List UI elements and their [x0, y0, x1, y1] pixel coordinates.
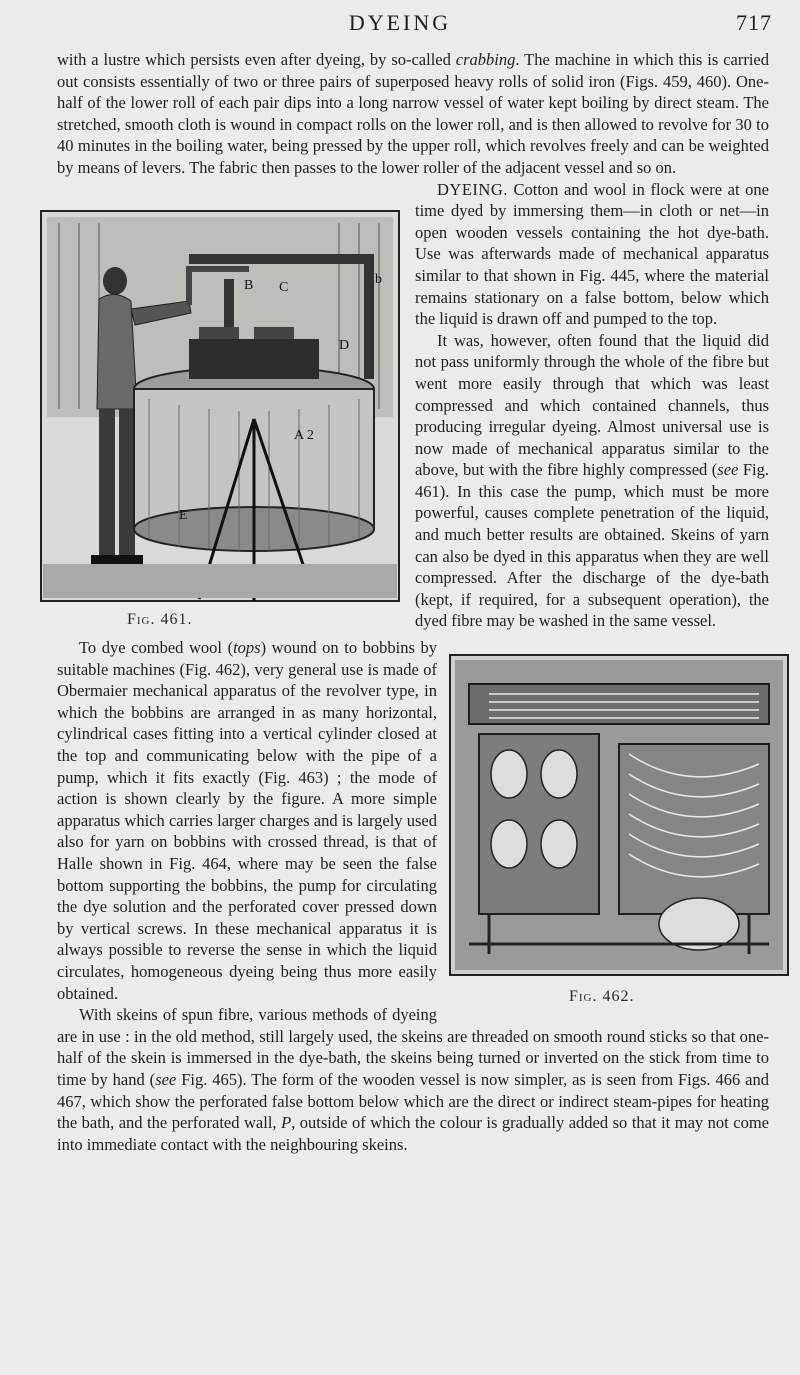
label-a2: A 2: [294, 427, 314, 443]
paragraph-crabbing: [57, 49, 769, 179]
running-title: DYEING: [348, 10, 452, 35]
label-b: b: [375, 271, 382, 287]
text-run: with a lustre which persists even after dyeing, by so-called: [57, 50, 456, 69]
label-e: E: [179, 507, 188, 523]
page-number: 717: [736, 10, 772, 35]
label-b-upper: B: [244, 277, 254, 293]
figure-461: [39, 209, 401, 637]
text-run: To dye combed wool (: [79, 638, 234, 658]
emphasis-p: P: [281, 1113, 292, 1133]
label-c: C: [279, 279, 289, 295]
text-run: Cotton and wool in flock were at one time dyed by immersing them—in cloth or net—in open wooden vessels containing the hot dye-bath. Use was afterwards made of mechanical apparatus similar to that shown in Fig. 445, where the material remains stationary on a false bottom, below which the liquid is drawn off and pumped to the top.: [415, 179, 769, 329]
fig-461-caption: Fig. 461.: [127, 610, 193, 628]
fig-462-illustration: [449, 654, 789, 976]
paragraph-skeins: [57, 1004, 769, 1155]
section-heading: DYEING.: [437, 179, 508, 199]
text-run: , outside of which the colour is gradually added so that it may not come into immediate contact with the neighbouring skeins.: [57, 1113, 769, 1154]
emphasis-see: see: [717, 460, 739, 480]
figure-462: [449, 654, 789, 1014]
label-d: D: [339, 337, 350, 353]
body-text: [57, 49, 769, 1155]
fig-461-illustration: [39, 209, 401, 604]
text-run: It was, however, often found that the liquid did not pass uniformly through the whole of the fibre but went more easily through that which was least compressed and which contained channels, thus producing irregular dyeing. Almost universal use is now made of mechanical apparatus similar to the above, but with the fibre highly compressed (: [415, 330, 769, 480]
text-run: Fig. 465). The form of the wooden vessel is now simpler, as is seen from Figs. 466 and 467, which show the perforated false bottom below which are the direct or indirect steam-pipes for heating the bath, and the perforated wall,: [57, 1069, 769, 1133]
text-run: . The machine in which this is carried out consists essentially of two or three pairs of superposed heavy rolls of solid iron (Figs. 459, 460). One-half of the lower roll of each pair dips into a long narrow vessel of water kept boiling by direct steam. The stretched, smooth cloth is wound in compact rolls on the lower roll, and is then allowed to revolve for 30 to 40 minutes in the boiling water, being pressed by the upper roll, which revolves freely and can be weighted by means of levers. The fabric then passes to the lower roller of the adjacent vessel and so on.: [57, 50, 769, 177]
emphasis-term: crabbing: [455, 50, 516, 69]
running-header: [0, 10, 800, 50]
emphasis-tops: tops: [233, 638, 261, 658]
emphasis-see: see: [155, 1069, 177, 1089]
text-run: With skeins of spun fibre, various methods of dyeing are in use : in the old method, still largely used, the skeins are threaded on smooth round sticks so that one-half of the skein is immersed in the dye-bath, the skeins being turned or inverted on the stick from time to time by hand (: [57, 1005, 769, 1089]
text-run: Fig. 461). In this case the pump, which must be more powerful, causes complete penetration of the liquid, and much better results are obtained. Skeins of yarn can also be dyed in this apparatus when they are well compressed. After the discharge of the dye-bath (kept, if required, for a subsequent operation), the dyed fibre may be washed in the same vessel.: [415, 460, 769, 631]
fig-462-caption: Fig. 462.: [569, 988, 635, 1006]
text-run: ) wound on to bobbins by suitable machines (Fig. 462), very general use is made of Obermaier mechanical apparatus of the revolver type, in which the bobbins are arranged in as many horizontal, cylindrical cases fitting into a vertical cylinder closed at the top and communicating below with the pipe of a pump, which it fits exactly (Fig. 463) ; the mode of action is shown clearly by the figure. A more simple apparatus which carries larger charges and is largely used also for yarn on bobbins with crossed thread, is that of Halle shown in Fig. 464, where may be seen the false bottom supporting the bobbins, the pump for circulating the dye solution and the perforated cover pressed down by vertical screws. In these mechanical apparatus it is always possible to reverse the sense in which the liquid circulates, homogeneous dyeing being thus more easily obtained.: [57, 638, 437, 1003]
